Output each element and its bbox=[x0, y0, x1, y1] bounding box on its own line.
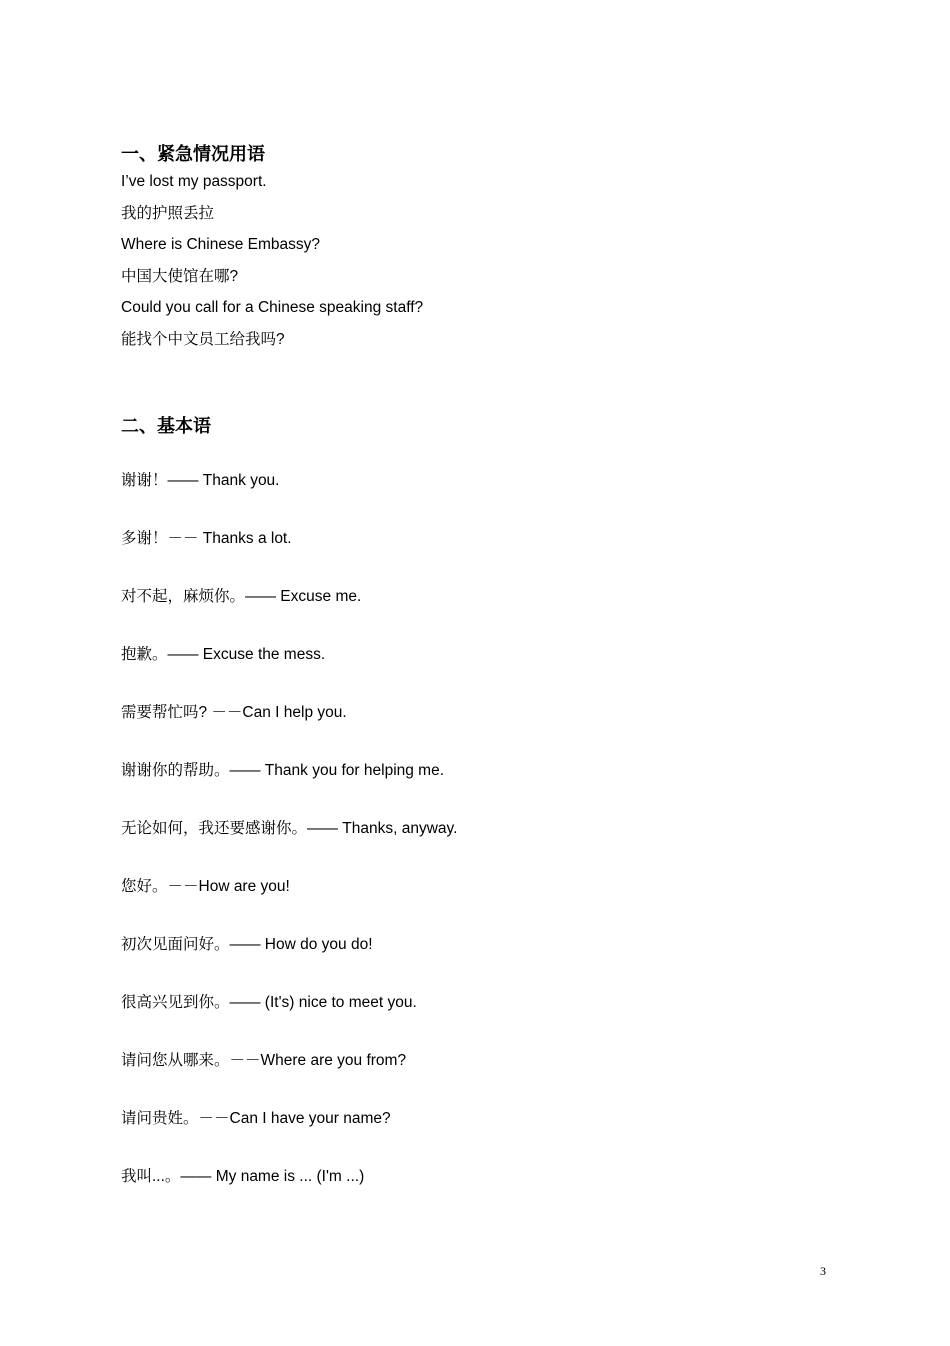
emergency-line: 能找个中文员工给我吗? bbox=[121, 331, 285, 348]
page-number: 3 bbox=[820, 1264, 826, 1278]
emergency-line: 我的护照丢拉 bbox=[121, 205, 215, 222]
phrase-line: 谢谢！—— Thank you. bbox=[121, 472, 280, 489]
phrase-line: 抱歉。—— Excuse the mess. bbox=[121, 646, 326, 663]
emergency-line: 中国大使馆在哪? bbox=[121, 268, 239, 285]
phrase-line: 我叫...。—— My name is ... (I'm ...) bbox=[121, 1168, 365, 1185]
phrase-line: 请问贵姓。－－Can I have your name? bbox=[121, 1110, 391, 1127]
emergency-line: I’ve lost my passport. bbox=[121, 173, 267, 190]
phrase-line: 请问您从哪来。－－Where are you from? bbox=[121, 1052, 407, 1069]
section-title-basic: 二、基本语 bbox=[121, 416, 211, 436]
phrase-line: 需要帮忙吗? －－Can I help you. bbox=[121, 704, 347, 721]
phrase-line: 谢谢你的帮助。—— Thank you for helping me. bbox=[121, 762, 445, 779]
emergency-line: Could you call for a Chinese speaking staff? bbox=[121, 299, 424, 316]
phrase-line: 无论如何，我还要感谢你。—— Thanks, anyway. bbox=[121, 820, 458, 837]
phrase-line: 对不起，麻烦你。—— Excuse me. bbox=[121, 588, 362, 605]
phrase-line: 很高兴见到你。—— (It's) nice to meet you. bbox=[121, 994, 417, 1011]
section-title-emergency: 一、紧急情况用语 bbox=[121, 144, 265, 164]
emergency-line: Where is Chinese Embassy? bbox=[121, 236, 320, 253]
phrase-line: 多谢！－－ Thanks a lot. bbox=[121, 530, 292, 547]
phrase-line: 您好。－－How are you! bbox=[121, 878, 290, 895]
phrase-line: 初次见面问好。—— How do you do! bbox=[121, 936, 373, 953]
